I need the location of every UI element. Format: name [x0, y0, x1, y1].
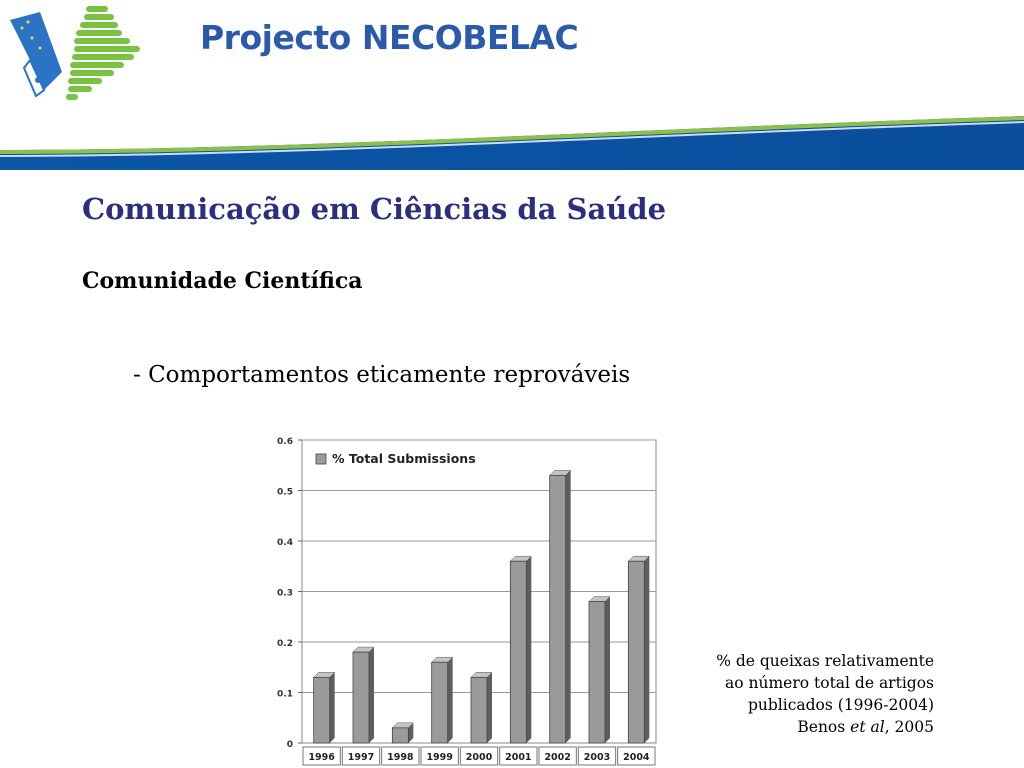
- caption-line-2: ao número total de artigos: [725, 674, 934, 692]
- chart-caption: [634, 650, 934, 738]
- bar-2003: [589, 602, 605, 743]
- bar-side: [487, 672, 492, 743]
- bar-side: [448, 657, 453, 743]
- bar-2001: [510, 561, 526, 743]
- x-tick-label: 2000: [465, 752, 493, 763]
- caption-year: , 2005: [884, 718, 934, 736]
- y-tick-label: 0.1: [277, 689, 293, 700]
- x-tick-label: 1997: [347, 752, 375, 763]
- x-tick-label: 1996: [308, 752, 335, 763]
- pen-nib-logo-icon: [10, 6, 140, 100]
- caption-etal: et al: [850, 718, 885, 736]
- slide-subtitle: Comunidade Científica: [82, 268, 363, 294]
- bar-side: [605, 597, 610, 743]
- y-tick-label: 0.4: [277, 538, 293, 548]
- x-tick-label: 1999: [426, 752, 453, 763]
- bar-side: [526, 556, 531, 743]
- x-tick-label: 2001: [505, 752, 532, 763]
- caption-line-3: publicados (1996-2004): [747, 696, 934, 714]
- bar-chart: [270, 430, 670, 768]
- x-tick-label: 2004: [623, 752, 650, 763]
- legend-label: % Total Submissions: [332, 451, 476, 466]
- y-tick-label: 0: [286, 740, 293, 750]
- x-tick-label: 2003: [583, 752, 611, 763]
- bar-2000: [471, 677, 487, 743]
- bar-side: [566, 470, 571, 743]
- bar-side: [330, 672, 335, 743]
- x-tick-label: 1998: [387, 752, 414, 763]
- caption-author: Benos: [797, 718, 851, 736]
- bar-1998: [392, 728, 408, 743]
- bar-2002: [550, 475, 566, 743]
- bar-1997: [353, 652, 369, 743]
- y-tick-label: 0.6: [277, 437, 293, 447]
- brand-title: Projecto NECOBELAC: [200, 18, 579, 57]
- slide-title: Comunicação em Ciências da Saúde: [82, 192, 667, 226]
- y-tick-label: 0.3: [277, 588, 293, 599]
- bar-1996: [314, 677, 330, 743]
- y-tick-label: 0.5: [277, 487, 293, 498]
- y-tick-label: 0.2: [277, 639, 293, 649]
- caption-line-4: [634, 716, 934, 738]
- x-tick-label: 2002: [544, 752, 571, 763]
- header-banner: [0, 0, 1024, 170]
- caption-line-1: % de queixas relativamente: [716, 652, 934, 670]
- bar-1999: [432, 662, 448, 743]
- bullet-item: - Comportamentos eticamente reprováveis: [133, 362, 631, 388]
- bar-side: [369, 647, 374, 743]
- legend-swatch: [316, 454, 326, 464]
